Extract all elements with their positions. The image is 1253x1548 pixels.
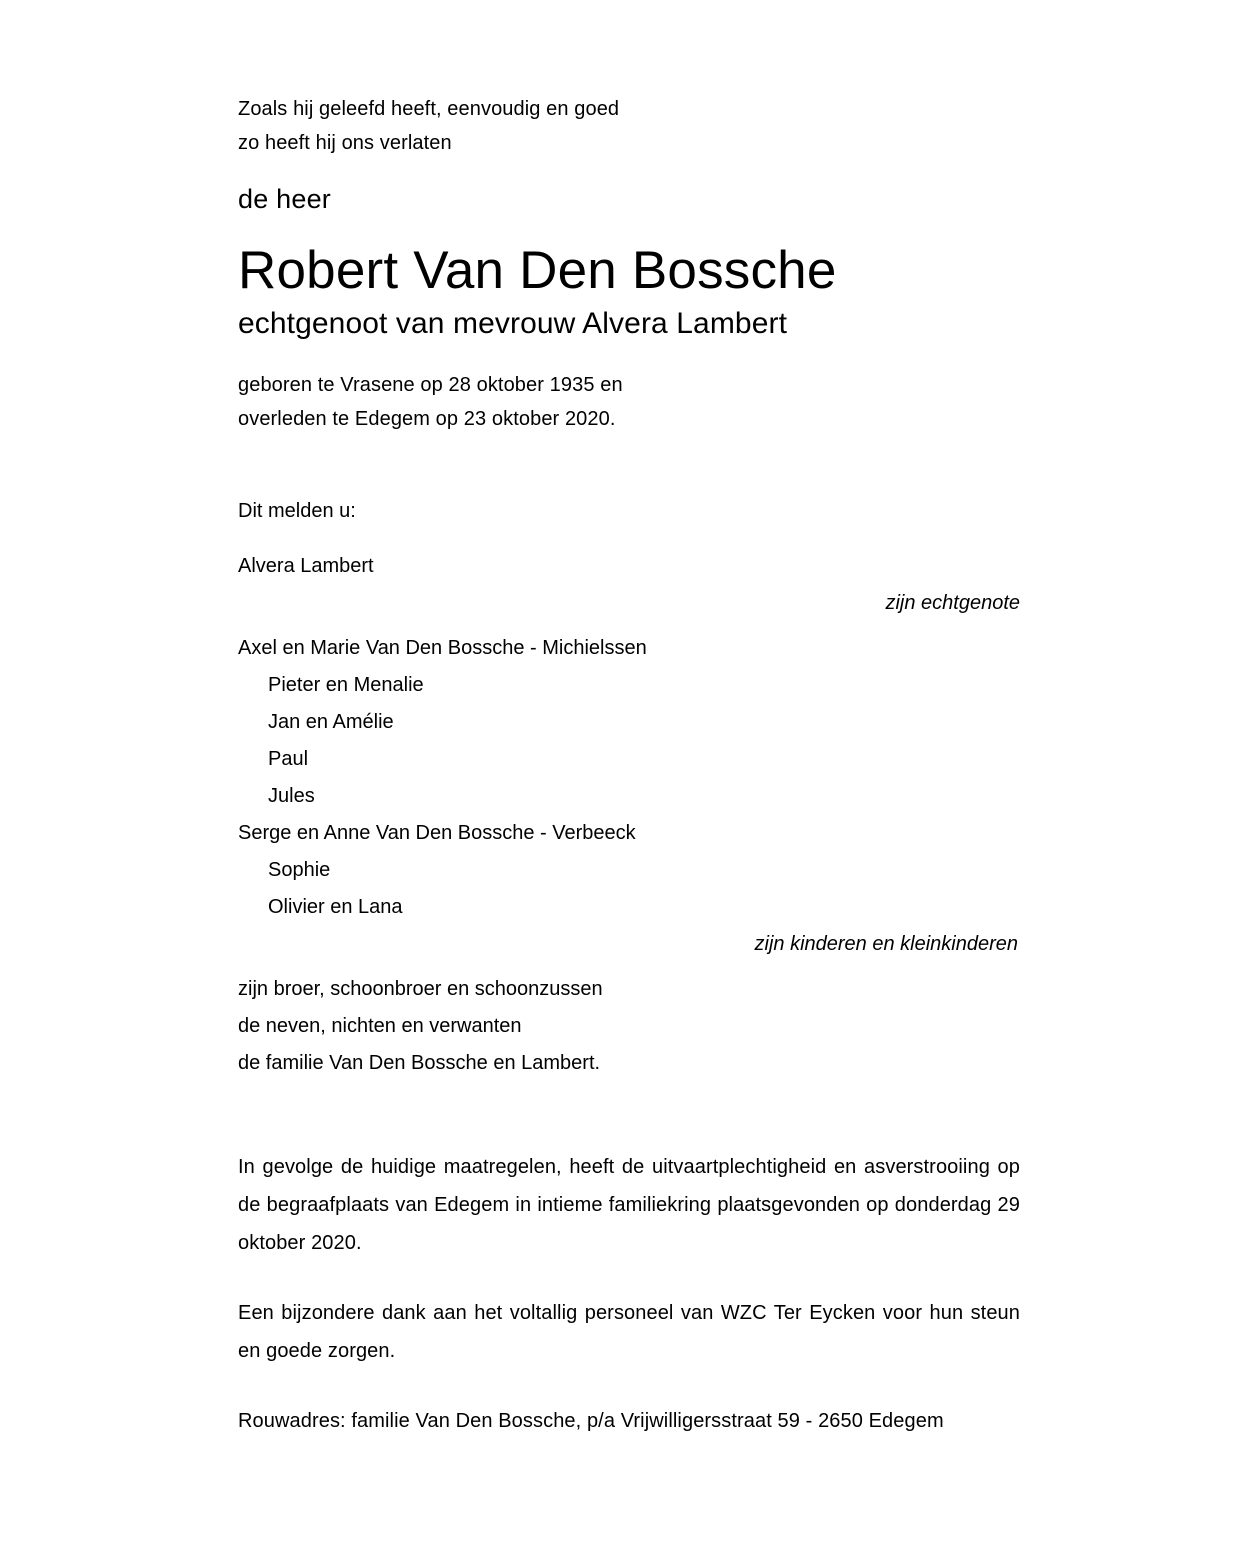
spacer — [238, 622, 1020, 630]
list-item: zijn broer, schoonbroer en schoonzussen — [238, 978, 603, 1000]
children-role: zijn kinderen en kleinkinderen — [754, 933, 1018, 955]
list-item: Jan en Amélie — [268, 711, 394, 733]
spacer — [238, 216, 1020, 240]
birth-line: geboren te Vrasene op 28 oktober 1935 en — [238, 374, 623, 396]
spacer — [238, 160, 1020, 182]
mourning-address: Rouwadres: familie Van Den Bossche, p/a Vrijwilligersstraat 59 - 2650 Edegem — [238, 1410, 944, 1432]
spacer — [238, 346, 1020, 368]
spacer — [238, 1370, 1020, 1404]
children-list — [238, 630, 1020, 926]
deceased-name: Robert Van Den Bossche — [238, 241, 837, 300]
relatives-list — [238, 971, 1020, 1082]
list-item: Paul — [268, 748, 309, 770]
ceremony-paragraph: In gevolge de huidige maatregelen, heeft de uitvaartplechtigheid en asverstrooiing op de begraafplaats van Edegem in intieme familiekring plaatsgevonden op donderdag 29 oktober 2020. — [238, 1156, 1020, 1254]
death-notice-document — [238, 92, 1020, 1438]
list-item: Serge en Anne Van Den Bossche - Verbeeck — [238, 822, 636, 844]
spacer — [238, 436, 1020, 494]
honorific: de heer — [238, 184, 331, 214]
list-item: Sophie — [268, 859, 331, 881]
spouse-relation: echtgenoot van mevrouw Alvera Lambert — [238, 307, 788, 340]
list-item: de neven, nichten en verwanten — [238, 1015, 522, 1037]
death-line: overleden te Edegem op 23 oktober 2020. — [238, 408, 616, 430]
intro-line-2: zo heeft hij ons verlaten — [238, 132, 452, 154]
spacer — [238, 963, 1020, 971]
survivor-spouse-name: Alvera Lambert — [238, 555, 374, 577]
list-item: Olivier en Lana — [268, 896, 403, 918]
spacer — [238, 528, 1020, 548]
spacer — [238, 1262, 1020, 1294]
intro-text — [238, 92, 1020, 160]
announcement-label: Dit melden u: — [238, 500, 356, 522]
birth-death-block — [238, 368, 1020, 436]
spacer — [238, 1082, 1020, 1148]
survivor-spouse-role: zijn echtgenote — [885, 592, 1020, 614]
list-item: de familie Van Den Bossche en Lambert. — [238, 1052, 601, 1074]
list-item: Axel en Marie Van Den Bossche - Michielssen — [238, 637, 647, 659]
list-item: Pieter en Menalie — [268, 674, 424, 696]
intro-line-1: Zoals hij geleefd heeft, eenvoudig en goed — [238, 98, 620, 120]
list-item: Jules — [268, 785, 315, 807]
thanks-paragraph: Een bijzondere dank aan het voltallig personeel van WZC Ter Eycken voor hun steun en goede zorgen. — [238, 1302, 1020, 1362]
